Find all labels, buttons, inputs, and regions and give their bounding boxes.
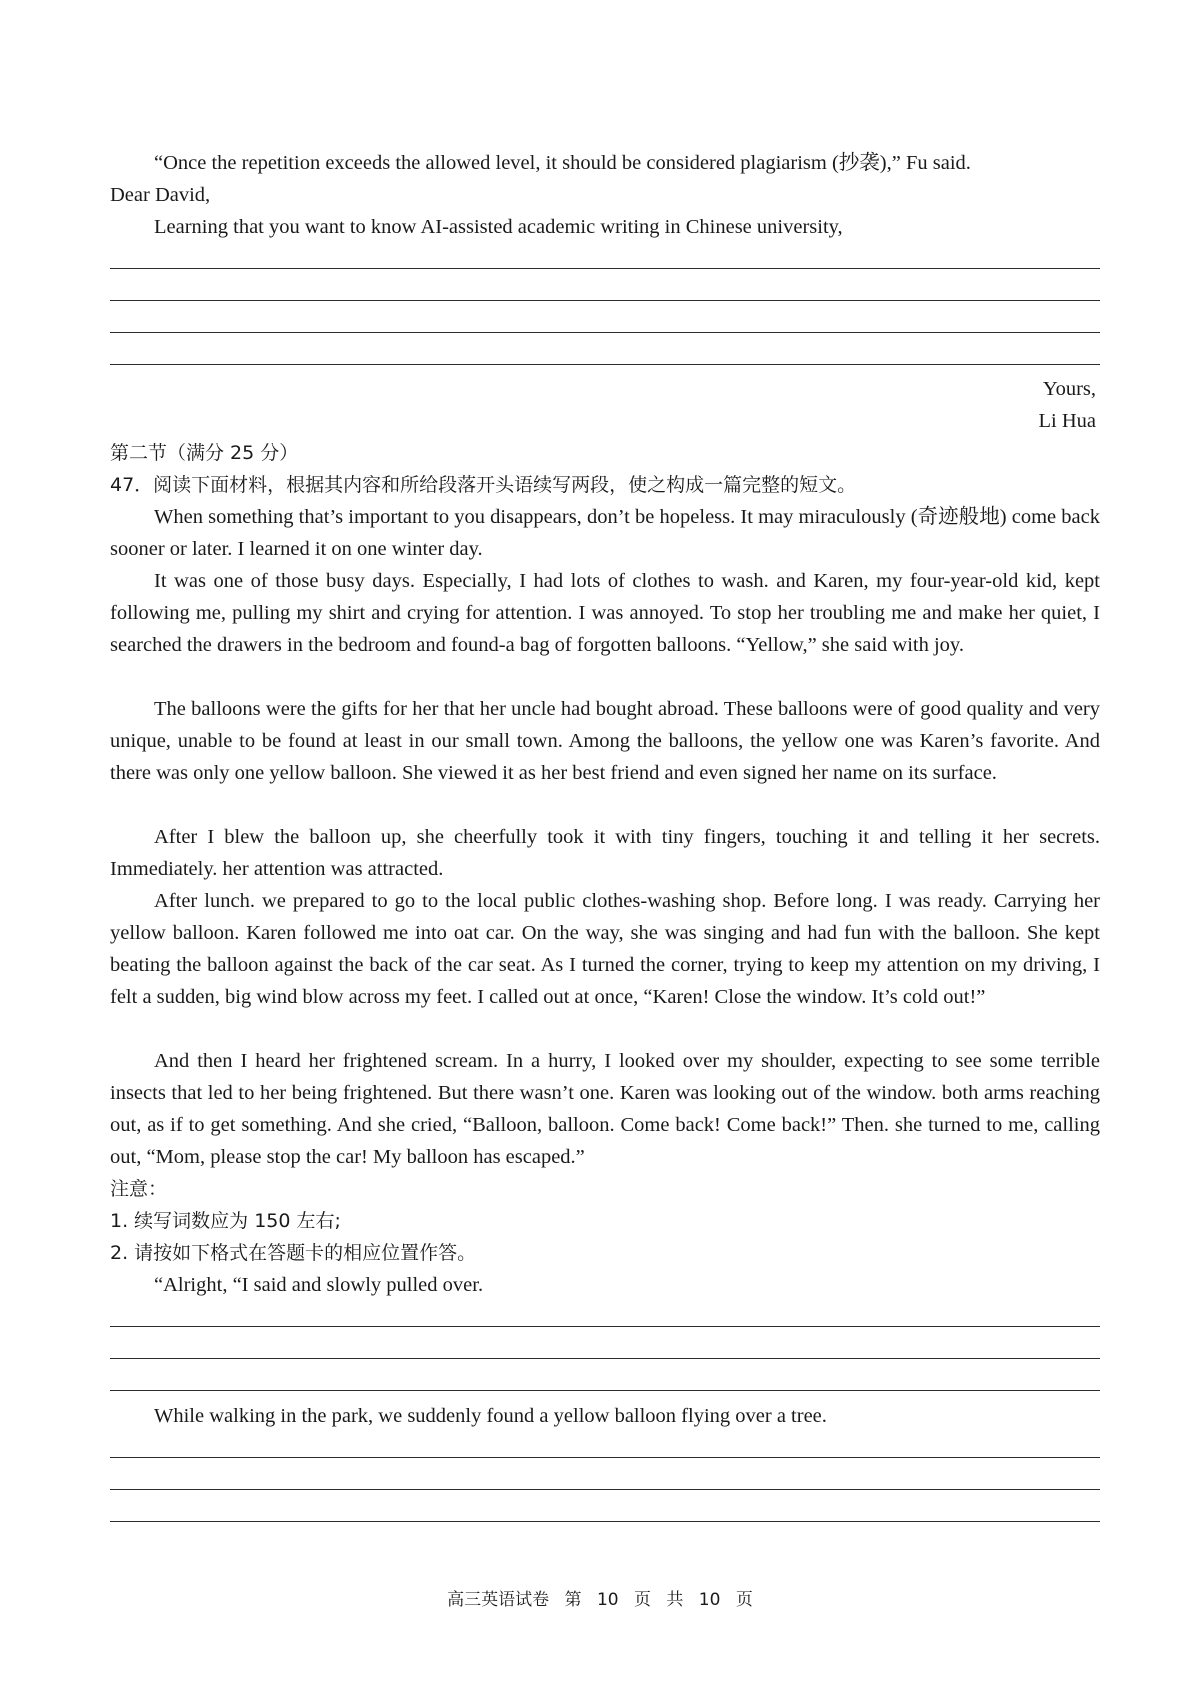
quote-line: “Once the repetition exceeds the allowed level, it should be considered plagiarism (抄袭),” Fu said. xyxy=(154,152,971,174)
answer-line xyxy=(110,1489,1100,1490)
notes-title: 注意： xyxy=(110,1178,168,1200)
story-paragraph-2: It was one of those busy days. Especially, I had lots of clothes to wash. and Karen, my four-year-old kid, kept following me, pulling my shirt and crying for attention. I was annoyed. To stop her troubling me and make her quiet, I searched the drawers in the bedroom and found-a bag of forgotten balloons. “Yellow,” she said with joy. xyxy=(110,570,1100,656)
answer-line xyxy=(110,1358,1100,1359)
answer-line xyxy=(110,364,1100,365)
page-footer: 高三英语试卷 第 10 页 共 10 页 xyxy=(447,1590,753,1610)
note-item-1: 1. 续写词数应为 150 左右; xyxy=(110,1210,341,1232)
continuation-prompt-1: “Alright, “I said and slowly pulled over. xyxy=(154,1274,484,1296)
letter-opening: Learning that you want to know AI-assisted academic writing in Chinese university, xyxy=(154,216,843,238)
answer-line xyxy=(110,268,1100,269)
letter-salutation: Dear David, xyxy=(110,184,211,206)
story-paragraph-1: When something that’s important to you disappears, don’t be hopeless. It may miraculously (奇迹般地) come back sooner or later. I learned it on one winter day. xyxy=(110,506,1100,560)
letter-closing: Yours, xyxy=(1042,378,1096,400)
answer-line xyxy=(110,1457,1100,1458)
story-paragraph-5: After lunch. we prepared to go to the local public clothes-washing shop. Before long. I was ready. Carrying her yellow balloon. Karen followed me into oat car. On the way, she was singing and had fun with the balloon. She kept beating the balloon against the back of the car seat. As I turned the corner, trying to keep my attention on my driving, I felt a sudden, big wind blow across my feet. I called out at once, “Karen! Close the window. It’s cold out!” xyxy=(110,890,1100,1008)
continuation-prompt-2: While walking in the park, we suddenly found a yellow balloon flying over a tree. xyxy=(154,1405,827,1427)
answer-line xyxy=(110,300,1100,301)
story-paragraph-3: The balloons were the gifts for her that her uncle had bought abroad. These balloons were of good quality and very unique, unable to be found at least in our small town. Among the balloons, the yellow one was Karen’s favorite. And there was only one yellow balloon. She viewed it as her best friend and even signed her name on its surface. xyxy=(110,698,1100,784)
letter-signature: Li Hua xyxy=(1038,410,1096,432)
section-heading: 第二节（满分 25 分） xyxy=(110,442,299,464)
note-item-2: 2. 请按如下格式在答题卡的相应位置作答。 xyxy=(110,1242,477,1264)
story-paragraph-6: And then I heard her frightened scream. In a hurry, I looked over my shoulder, expecting to see some terrible insects that led to her being frightened. But there wasn’t one. Karen was looking out of the window. both arms reaching out, as if to get something. And she cried, “Balloon, balloon. Come back! Come back!” Then. she turned to me, calling out, “Mom, please stop the car! My balloon has escaped.” xyxy=(110,1050,1100,1168)
answer-line xyxy=(110,1390,1100,1391)
task-instruction: 47．阅读下面材料，根据其内容和所给段落开头语续写两段，使之构成一篇完整的短文。 xyxy=(110,474,857,496)
answer-line xyxy=(110,1326,1100,1327)
answer-line xyxy=(110,1521,1100,1522)
answer-line xyxy=(110,332,1100,333)
story-paragraph-4: After I blew the balloon up, she cheerfully took it with tiny fingers, touching it and telling it her secrets. Immediately. her attention was attracted. xyxy=(110,826,1100,880)
